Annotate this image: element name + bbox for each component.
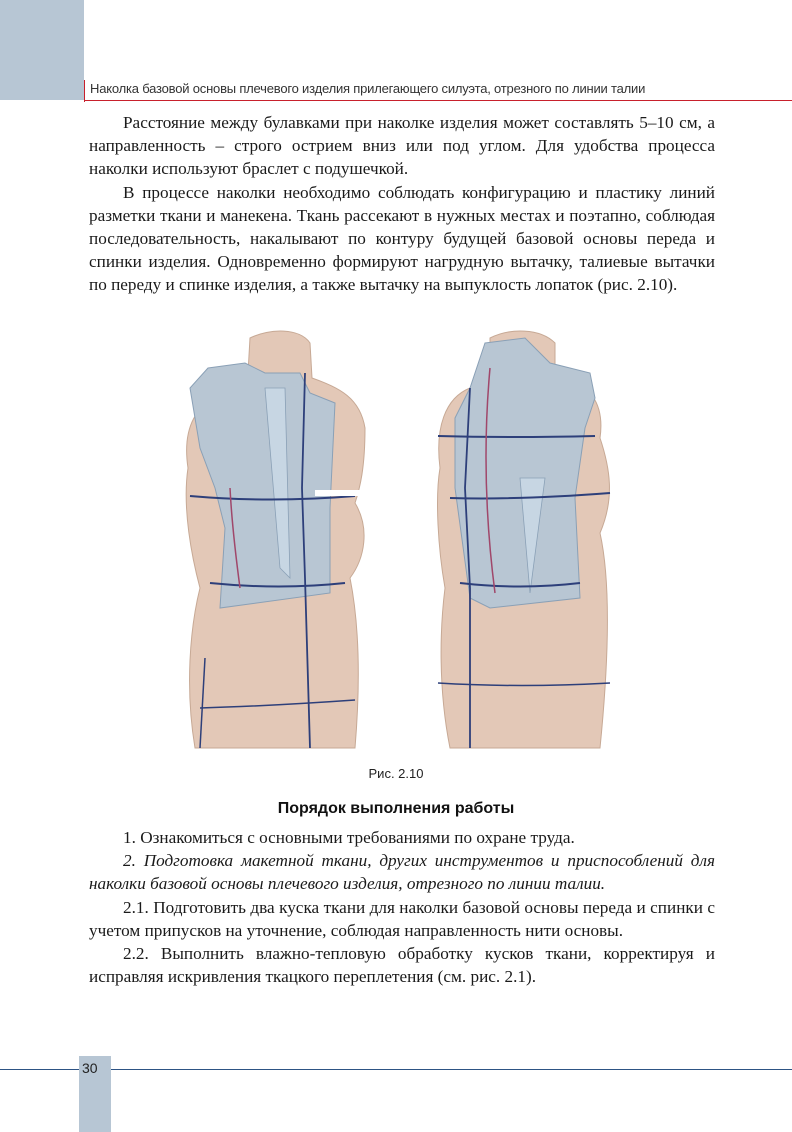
paragraph-pins: Расстояние между булавками при наколке изделия может составлять 5–10 см, а направленность – строго острием вниз или под углом. Для удобства процесса наколки используют браслет с подушечкой. bbox=[89, 113, 715, 179]
figure-caption: Рис. 2.10 bbox=[368, 766, 424, 781]
paragraph-process: В процессе наколки необходимо соблюдать конфигурацию и пластику линий разметки ткани и манекена. Ткань рассекают в нужных местах и поэтапно, соблюдая последовательность, накалывают по контуру будущей базовой основы переда и спинки изделия. Одновременно формируют нагрудную вытачку, талиевые вытачки по переду и спинке изделия, а также вытачку на выпуклость лопаток (рис. 2.10). bbox=[89, 182, 715, 295]
step-2-2: 2.2. Выполнить влажно-тепловую обработку кусков ткани, корректируя и исправляя искривления ткацкого переплетения (см. рис. 2.1). bbox=[89, 944, 715, 987]
back-mannequin bbox=[438, 331, 610, 748]
page-number: 30 bbox=[82, 1060, 98, 1076]
header-rule bbox=[84, 100, 792, 101]
step-2: 2. Подготовка макетной ткани, других инструментов и приспособлений для наколки базовой основы плечевого изделия, отрезного по линии талии. bbox=[89, 851, 715, 894]
footer-rule bbox=[0, 1069, 792, 1070]
figure-mannequins bbox=[170, 328, 630, 768]
section-title: Порядок выполнения работы bbox=[277, 800, 515, 817]
intro-text bbox=[89, 111, 715, 297]
running-header: Наколка базовой основы плечевого изделия прилегающего силуэта, отрезного по линии талии bbox=[90, 81, 646, 96]
header-vertical-rule bbox=[84, 80, 85, 102]
front-mannequin bbox=[186, 331, 365, 748]
steps-text bbox=[89, 826, 715, 988]
step-2-1: 2.1. Подготовить два куска ткани для наколки базовой основы переда и спинки с учетом припусков на уточнение, соблюдая направленность нити основы. bbox=[89, 897, 715, 940]
step-1: 1. Ознакомиться с основными требованиями по охране труда. bbox=[123, 828, 575, 847]
corner-color-block bbox=[0, 0, 84, 100]
